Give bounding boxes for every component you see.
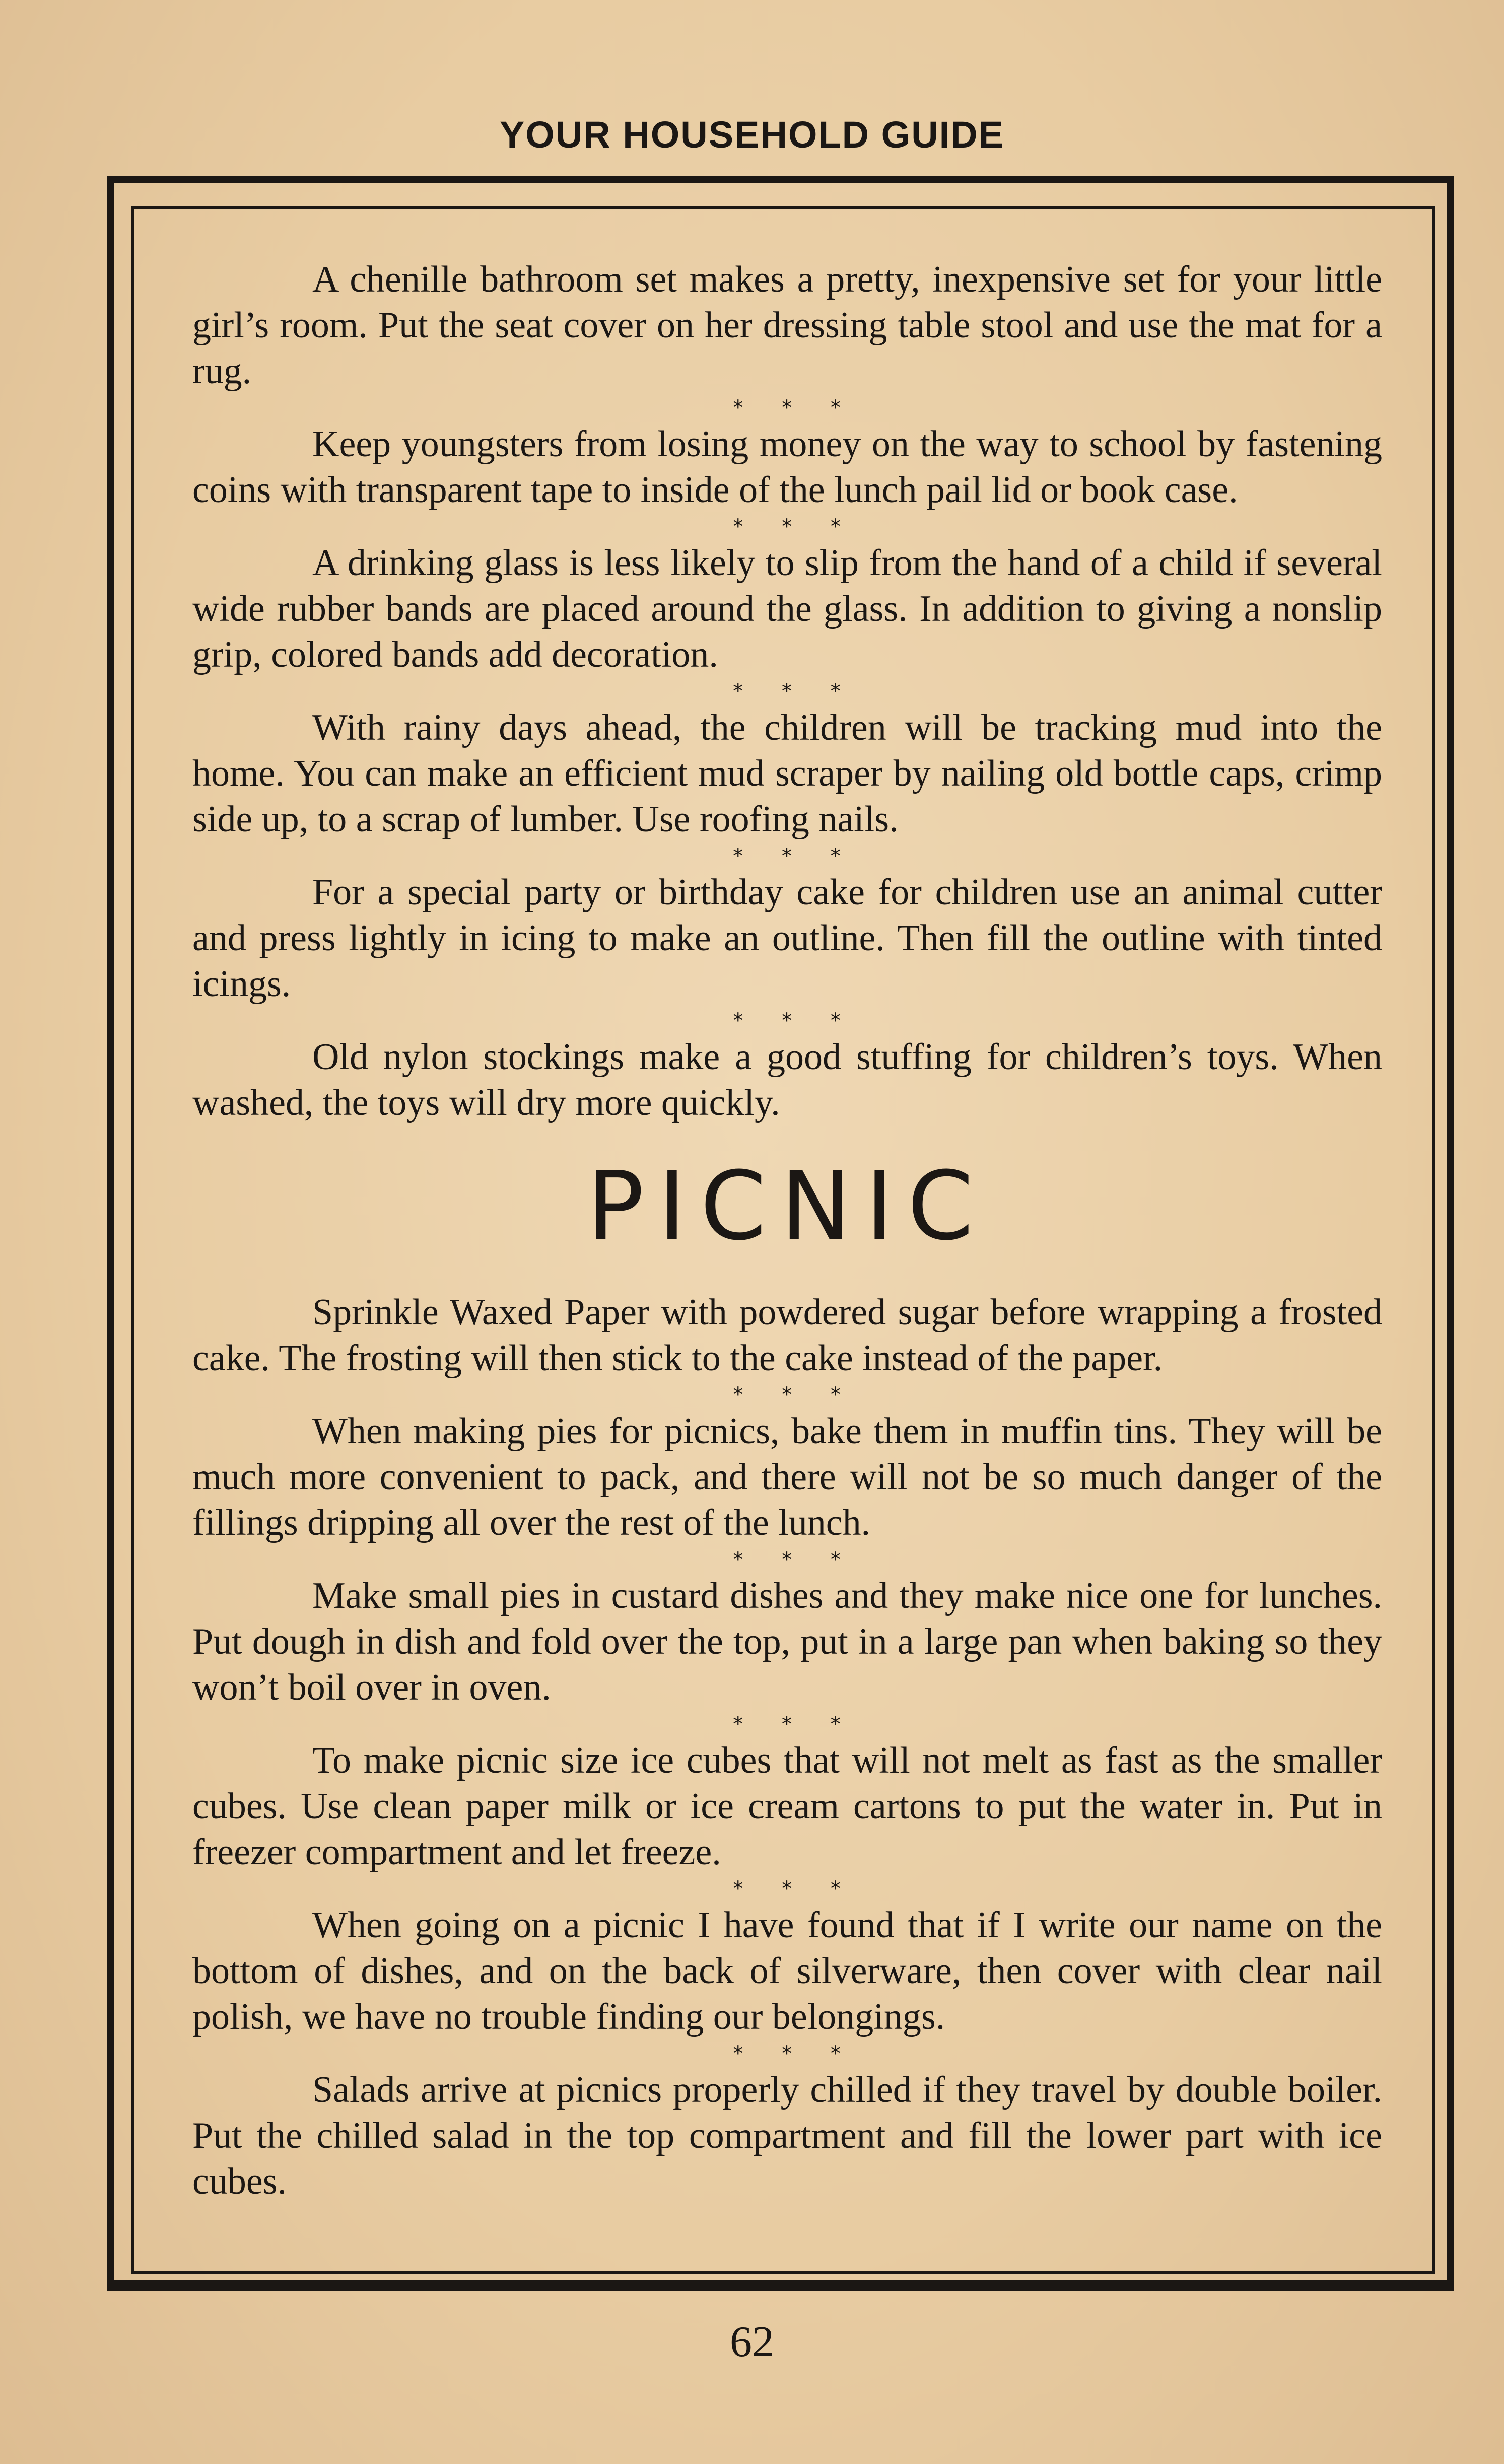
- asterisk-separator: * * *: [733, 2042, 842, 2065]
- asterisk-separator: * * *: [733, 515, 842, 538]
- page-content: [192, 257, 1382, 2205]
- hint-paragraph: When making pies for picnics, bake them in muffin tins. They will be much more convenient to pack, and there will not be so much danger of the fillings dripping all over the rest of the lunch.: [192, 1411, 1382, 1543]
- asterisk-separator: * * *: [733, 1383, 842, 1406]
- asterisk-separator: * * *: [733, 1713, 842, 1736]
- hint-paragraph: For a special party or birthday cake for children use an animal cutter and press lightly in icing to make an outline. Then fill the outline with tinted icings.: [192, 872, 1382, 1005]
- asterisk-separator: * * *: [733, 396, 842, 419]
- hint-paragraph: To make picnic size ice cubes that will not melt as fast as the smaller cubes. Use clean paper milk or ice cream cartons to put the water in. Put in freezer compartment and let freeze.: [192, 1740, 1382, 1873]
- running-header: YOUR HOUSEHOLD GUIDE: [499, 114, 1005, 156]
- hint-paragraph: A chenille bathroom set makes a pretty, inexpensive set for your little girl’s room. Put the seat cover on her dressing table stool and use the mat for a rug.: [192, 259, 1382, 392]
- hint-paragraph: Make small pies in custard dishes and they make nice one for lunches. Put dough in dish and fold over the top, put in a large pan when baking so they won’t boil over in oven.: [192, 1575, 1382, 1708]
- hint-paragraph: Salads arrive at picnics properly chilled if they travel by double boiler. Put the chilled salad in the top compartment and fill the lower part with ice cubes.: [192, 2069, 1382, 2202]
- hint-paragraph: A drinking glass is less likely to slip from the hand of a child if several wide rubber bands are placed around the glass. In addition to giving a nonslip grip, colored bands add decoration.: [192, 542, 1382, 675]
- hint-paragraph: Keep youngsters from losing money on the way to school by fastening coins with transparent tape to inside of the lunch pail lid or book case.: [192, 424, 1382, 511]
- hint-paragraph: Sprinkle Waxed Paper with powdered sugar before wrapping a frosted cake. The frosting will then stick to the cake instead of the paper.: [192, 1292, 1382, 1379]
- asterisk-separator: * * *: [733, 1877, 842, 1900]
- section-heading-picnic: PICNIC: [587, 1151, 988, 1261]
- asterisk-separator: * * *: [733, 1548, 842, 1571]
- asterisk-separator: * * *: [733, 1009, 842, 1032]
- asterisk-separator: * * *: [733, 844, 842, 868]
- page-number: 62: [730, 2317, 774, 2366]
- asterisk-separator: * * *: [733, 680, 842, 703]
- hint-paragraph: Old nylon stockings make a good stuffing for children’s toys. When washed, the toys will dry more quickly.: [192, 1036, 1382, 1123]
- hint-paragraph: With rainy days ahead, the children will be tracking mud into the home. You can make an efficient mud scraper by nailing old bottle caps, crimp side up, to a scrap of lumber. Use roofing nails.: [192, 707, 1382, 840]
- hint-paragraph: When going on a picnic I have found that if I write our name on the bottom of dishes, and on the back of silverware, then cover with clear nail polish, we have no trouble finding our belongings.: [192, 1905, 1382, 2037]
